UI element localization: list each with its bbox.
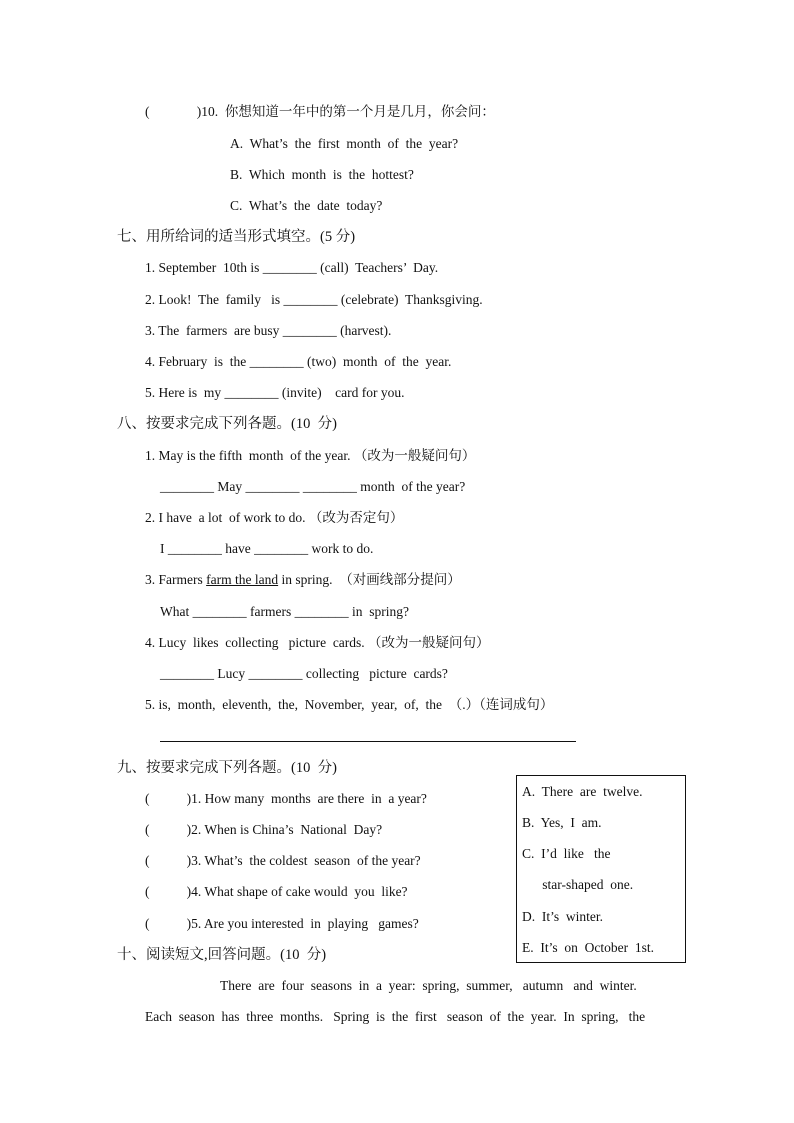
- answer-option-d: D. It’s winter.: [522, 909, 603, 924]
- section8-item-3-answer: What ________ farmers ________ in spring?: [160, 604, 409, 619]
- section9-question-5: ( )5. Are you interested in playing games?: [145, 916, 419, 931]
- section8-item-3-pre: 3. Farmers: [145, 572, 207, 587]
- section8-item-1-answer: ________ May ________ ________ month of the year?: [160, 479, 466, 494]
- q10-option-a: A. What’s the first month of the year?: [230, 136, 459, 151]
- section7-item-1: 1. September 10th is ________ (call) Teachers’ Day.: [145, 260, 439, 275]
- section8-title: 八、按要求完成下列各题。(10 分): [117, 416, 337, 432]
- section7-title: 七、用所给词的适当形式填空。(5 分): [117, 229, 356, 245]
- section9-question-3: ( )3. What’s the coldest season of the year?: [145, 853, 421, 868]
- section8-item-4-answer: ________ Lucy ________ collecting picture cards?: [160, 666, 448, 681]
- answer-option-b: B. Yes, I am.: [522, 815, 602, 830]
- section7-item-4: 4. February is the ________ (two) month of the year.: [145, 354, 452, 369]
- answer-options-box: [516, 775, 686, 963]
- section7-item-3: 3. The farmers are busy ________ (harvest).: [145, 323, 392, 338]
- section9-question-2: ( )2. When is China’s National Day?: [145, 822, 383, 837]
- section10-title: 十、阅读短文,回答问题。(10 分): [117, 947, 327, 963]
- answer-option-e: E. It’s on October 1st.: [522, 940, 654, 955]
- section8-item-4: 4. Lucy likes collecting picture cards. （改为一般疑问句）: [145, 635, 490, 650]
- section8-item-3: [145, 571, 461, 589]
- section8-item-5: 5. is, month, eleventh, the, November, year, of, the （.）（连词成句）: [145, 697, 554, 712]
- section8-item-3-post: in spring. （对画线部分提问）: [278, 572, 461, 587]
- section8-item-2-answer: I ________ have ________ work to do.: [160, 541, 374, 556]
- answer-option-c-cont: star-shaped one.: [522, 877, 634, 892]
- section8-item-1: 1. May is the fifth month of the year. （改为一般疑问句）: [145, 448, 476, 463]
- answer-option-a: A. There are twelve.: [522, 784, 643, 799]
- underlined-phrase: farm the land: [206, 572, 279, 587]
- section8-item-2: 2. I have a lot of work to do. （改为否定句）: [145, 510, 404, 525]
- section9-question-4: ( )4. What shape of cake would you like?: [145, 884, 408, 899]
- section7-item-2: 2. Look! The family is ________ (celebrate) Thanksgiving.: [145, 292, 483, 307]
- q10-option-b: B. Which month is the hottest?: [230, 167, 414, 182]
- q10-stem: ( )10. 你想知道一年中的第一个月是几月，你会问：: [145, 104, 495, 119]
- q10-option-c: C. What’s the date today?: [230, 198, 383, 213]
- answer-blank-line: [160, 741, 576, 742]
- section9-title: 九、按要求完成下列各题。(10 分): [117, 760, 337, 776]
- answer-option-c: C. I’d like the: [522, 846, 611, 861]
- passage-line-1: There are four seasons in a year: spring, summer, autumn and winter.: [220, 978, 637, 993]
- section7-item-5: 5. Here is my ________ (invite) card for you.: [145, 385, 405, 400]
- section9-question-1: ( )1. How many months are there in a year?: [145, 791, 427, 806]
- passage-line-2: Each season has three months. Spring is the first season of the year. In spring, the: [145, 1009, 646, 1024]
